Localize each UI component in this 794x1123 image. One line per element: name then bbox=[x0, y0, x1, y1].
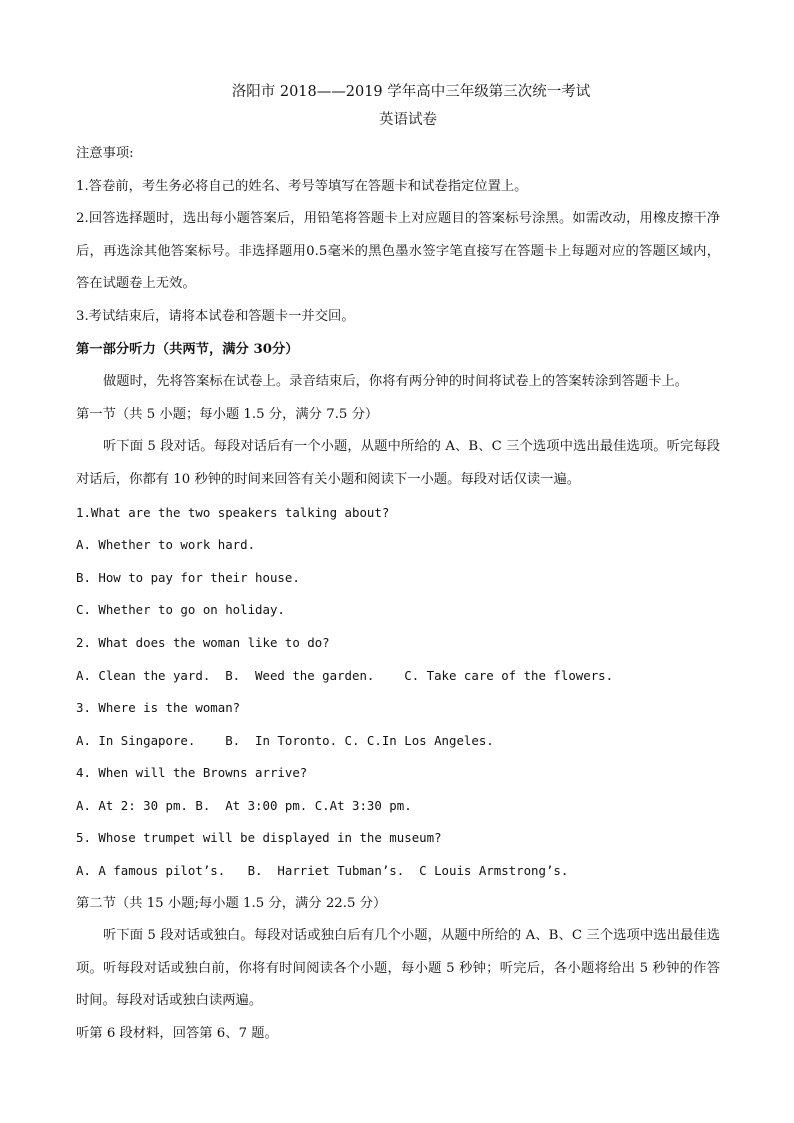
exam-title: 洛阳市 2018——2019 学年高中三年级第三次统一考试 bbox=[231, 84, 591, 100]
part1-heading: 第一部分听力（共两节，满分 30分） bbox=[76, 341, 299, 357]
notice-item-2: 2.回答选择题时，选出每小题答案后，用铅笔将答题卡上对应题目的答案标号涂黑。如需改动，用橡皮擦干净后，再选涂其他答案标号。非选择题用0.5毫米的黑色墨水签字笔直接写在答题卡上每题对应的答题区域内，答在试题卷上无效。 bbox=[76, 211, 720, 292]
question-5-options: A. A famous pilot’s. B. Harriet Tubman’s. C Louis Armstrong’s. bbox=[76, 863, 569, 879]
question-1-option-c: C. Whether to go on holiday. bbox=[76, 602, 285, 618]
part1-intro: 做题时，先将答案标在试卷上。录音结束后，你将有两分钟的时间将试卷上的答案转涂到答题卡上。 bbox=[103, 374, 689, 390]
question-4: 4. When will the Browns arrive? bbox=[76, 765, 308, 781]
question-2: 2. What does the woman like to do? bbox=[76, 634, 330, 650]
question-4-options: A. At 2: 30 pm. B. At 3:00 pm. C.At 3:30 pm. bbox=[76, 797, 412, 813]
exam-subtitle: 英语试卷 bbox=[379, 112, 437, 128]
question-1: 1.What are the two speakers talking about? bbox=[76, 504, 390, 520]
notice-item-1: 1.答卷前，考生务必将自己的姓名、考号等填写在答题卡和试卷指定位置上。 bbox=[76, 178, 528, 194]
section2-intro: 听下面 5 段对话或独白。每段对话或独白后有几个小题，从题中所给的 A、B、C 三个选项中选出最佳选项。听每段对话或独白前，你将有时间阅读各个小题，每小题 5 秒钟；听完后，各小题将给出 5 秒钟的作答时间。每段对话或独白读两遍。 bbox=[76, 928, 720, 1009]
question-1-option-b: B. How to pay for their house. bbox=[76, 569, 300, 585]
question-3: 3. Where is the woman? bbox=[76, 700, 241, 716]
section2-heading: 第二节（共 15 小题;每小题 1.5 分，满分 22.5 分） bbox=[76, 895, 387, 911]
notice-heading: 注意事项: bbox=[76, 146, 134, 161]
question-2-options: A. Clean the yard. B. Weed the garden. C. Take care of the flowers. bbox=[76, 667, 614, 683]
question-5: 5. Whose trumpet will be displayed in the museum? bbox=[76, 830, 442, 846]
notice-item-3: 3.考试结束后，请将本试卷和答题卡一并交回。 bbox=[76, 308, 355, 324]
question-3-options: A. In Singapore. B. In Toronto. C. C.In Los Angeles. bbox=[76, 732, 494, 748]
section1-intro: 听下面 5 段对话。每段对话后有一个小题，从题中所给的 A、B、C 三个选项中选出最佳选项。听完每段对话后，你都有 10 秒钟的时间来回答有关小题和阅读下一小题。每段对话仅读一遍。 bbox=[76, 439, 720, 487]
section2-subheading: 听第 6 段材料，回答第 6、7 题。 bbox=[76, 1026, 278, 1042]
question-1-option-a: A. Whether to work hard. bbox=[76, 537, 256, 553]
section1-heading: 第一节（共 5 小题；每小题 1.5 分，满分 7.5 分） bbox=[76, 406, 379, 422]
